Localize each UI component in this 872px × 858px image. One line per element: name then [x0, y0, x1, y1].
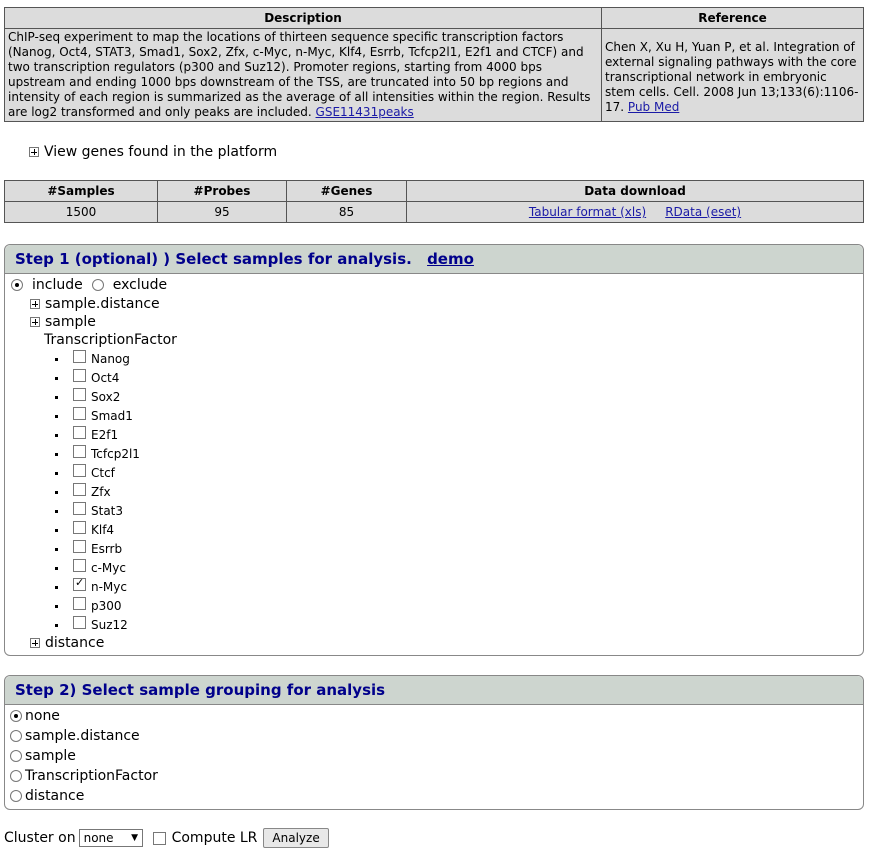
bullet-icon	[55, 510, 58, 513]
view-genes-toggle[interactable]	[29, 144, 277, 160]
compute-lr-checkbox[interactable]	[153, 832, 166, 845]
bullet-icon	[55, 453, 58, 456]
tf-item-n-myc	[55, 580, 127, 594]
tf-label: Sox2	[91, 390, 121, 404]
tf-item-klf4	[55, 523, 114, 537]
download-rdata-link[interactable]: RData (eset)	[665, 205, 742, 219]
bullet-icon	[55, 434, 58, 437]
reference-text: Chen X, Xu H, Yuan P, et al. Integration of external signaling pathways with the core transcriptional network in embryonic stem cells. Cell. 2008 Jun 13;133(6):1106-17.	[605, 40, 859, 114]
tf-checkbox[interactable]	[73, 521, 86, 534]
samples-header: #Samples	[5, 181, 158, 202]
cluster-select[interactable]	[79, 829, 143, 847]
exclude-label: exclude	[112, 277, 168, 293]
tf-label: E2f1	[91, 428, 119, 442]
tf-checkbox[interactable]	[73, 350, 86, 363]
expand-icon[interactable]	[30, 317, 40, 327]
bullet-icon	[55, 529, 58, 532]
bullet-icon	[55, 548, 58, 551]
download-header: Data download	[407, 181, 864, 202]
bullet-icon	[55, 472, 58, 475]
include-exclude-row	[11, 277, 167, 293]
tree-sample[interactable]	[30, 314, 96, 330]
tf-item-ctcf	[55, 466, 115, 480]
tf-label: Suz12	[91, 618, 128, 632]
compute-lr-label: Compute LR	[171, 830, 258, 846]
grouping-radio[interactable]	[10, 770, 22, 782]
bullet-icon	[55, 605, 58, 608]
expand-icon[interactable]	[29, 147, 39, 157]
grouping-label: TranscriptionFactor	[25, 768, 158, 784]
step2-panel	[4, 675, 864, 810]
tf-label: c-Myc	[91, 561, 126, 575]
tf-checkbox[interactable]	[73, 464, 86, 477]
cluster-select-value: none	[83, 831, 114, 845]
step2-title: Step 2) Select sample grouping for analysis	[15, 681, 386, 699]
include-radio[interactable]	[11, 279, 23, 291]
grouping-label: sample	[25, 748, 76, 764]
tf-label: Oct4	[91, 371, 120, 385]
tf-label: Zfx	[91, 485, 111, 499]
tf-checkbox[interactable]	[73, 426, 86, 439]
bullet-icon	[55, 491, 58, 494]
stats-table	[4, 180, 864, 223]
bullet-icon	[55, 396, 58, 399]
download-xls-link[interactable]: Tabular format (xls)	[528, 205, 647, 219]
tree-distance[interactable]	[30, 635, 104, 651]
tf-item-oct4	[55, 371, 119, 385]
bullet-icon	[55, 586, 58, 589]
bullet-icon	[55, 567, 58, 570]
tf-label: p300	[91, 599, 122, 613]
grouping-label: distance	[25, 788, 85, 804]
samples-count: 1500	[5, 202, 158, 223]
expand-icon[interactable]	[30, 299, 40, 309]
tf-checkbox[interactable]	[73, 388, 86, 401]
tf-label: Tcfcp2l1	[91, 447, 140, 461]
tf-item-esrrb	[55, 542, 122, 556]
demo-link[interactable]: demo	[427, 250, 474, 268]
reference-header: Reference	[602, 8, 864, 29]
pubmed-link[interactable]: Pub Med	[627, 100, 680, 114]
tf-item-smad1	[55, 409, 133, 423]
exclude-radio[interactable]	[92, 279, 104, 291]
tf-item-nanog	[55, 352, 130, 366]
step1-title: Step 1 (optional) ) Select samples for analysis.	[15, 250, 412, 268]
grouping-radio[interactable]	[10, 730, 22, 742]
description-cell	[5, 29, 602, 122]
tree-sample-distance[interactable]	[30, 296, 160, 312]
tf-checkbox[interactable]	[73, 483, 86, 496]
tree-sample-distance-label: sample.distance	[45, 296, 160, 312]
cluster-label: Cluster on	[4, 830, 76, 846]
analysis-controls	[4, 828, 329, 848]
bullet-icon	[55, 358, 58, 361]
tf-label: Klf4	[91, 523, 115, 537]
tf-item-zfx	[55, 485, 111, 499]
genes-count: 85	[287, 202, 407, 223]
description-header: Description	[5, 8, 602, 29]
bullet-icon	[55, 415, 58, 418]
tf-checkbox[interactable]	[73, 616, 86, 629]
bullet-icon	[55, 377, 58, 380]
grouping-radio[interactable]	[10, 790, 22, 802]
tf-item-tcfcp2l1	[55, 447, 140, 461]
grouping-option-sample[interactable]	[10, 748, 76, 764]
tf-item-c-myc	[55, 561, 126, 575]
tf-checkbox[interactable]	[73, 540, 86, 553]
tf-item-stat3	[55, 504, 123, 518]
tree-transcription-factor-label: TranscriptionFactor	[44, 332, 177, 348]
probes-header: #Probes	[158, 181, 287, 202]
analyze-button[interactable]: Analyze	[263, 828, 328, 848]
download-cell	[407, 202, 864, 223]
tf-checkbox[interactable]	[73, 502, 86, 515]
tf-label: Esrrb	[91, 542, 123, 556]
chevron-down-icon: ▼	[131, 833, 139, 843]
grouping-radio[interactable]	[10, 710, 22, 722]
reference-cell	[602, 29, 864, 122]
tf-label: Nanog	[91, 352, 130, 366]
step2-header	[5, 676, 863, 705]
tf-item-suz12	[55, 618, 128, 632]
tf-label: n-Myc	[91, 580, 127, 594]
include-label: include	[32, 277, 83, 293]
tf-item-p300	[55, 599, 122, 613]
grouping-option-distance[interactable]	[10, 788, 84, 804]
tf-checkbox[interactable]	[73, 369, 86, 382]
tf-checkbox[interactable]	[73, 559, 86, 572]
description-text: ChIP-seq experiment to map the locations of thirteen sequence specific transcription factors (Nanog, Oct4, STAT3, Smad1, Sox2, Zfx, c-Myc, n-Myc, Klf4, Esrrb, Tcfcp2l1, E2f1 and CTCF) and two transcription regulators (p300 and Suz12). Promoter regions, starting from 4000 bps upstream and ending 1000 bps downstream of the TSS, are truncated into 50 bp regions and intensity of each region is summarized as the average of all intensities within the region. Results are log2 transformed and only peaks are included.	[8, 30, 591, 119]
tf-checkbox[interactable]	[73, 445, 86, 458]
tf-checkbox[interactable]	[73, 578, 86, 591]
grouping-option-transcriptionfactor[interactable]	[10, 768, 158, 784]
tf-item-e2f1	[55, 428, 118, 442]
tree-transcription-factor	[44, 332, 177, 348]
step1-panel	[4, 244, 864, 656]
view-genes-label: View genes found in the platform	[44, 144, 278, 160]
tf-label: Smad1	[91, 409, 133, 423]
tf-label: Ctcf	[91, 466, 115, 480]
bullet-icon	[55, 624, 58, 627]
grouping-label: sample.distance	[25, 728, 140, 744]
grouping-label: none	[25, 708, 60, 724]
tf-item-sox2	[55, 390, 120, 404]
probes-count: 95	[158, 202, 287, 223]
grouping-radio[interactable]	[10, 750, 22, 762]
tf-checkbox[interactable]	[73, 597, 86, 610]
tree-distance-label: distance	[45, 635, 105, 651]
dataset-info-table	[4, 7, 864, 122]
tf-label: Stat3	[91, 504, 124, 518]
genes-header: #Genes	[287, 181, 407, 202]
grouping-option-none[interactable]	[10, 708, 60, 724]
grouping-option-sample-distance[interactable]	[10, 728, 140, 744]
tree-sample-label: sample	[45, 314, 96, 330]
gse-link[interactable]: GSE11431peaks	[315, 105, 414, 119]
step1-header	[5, 245, 863, 274]
tf-checkbox[interactable]	[73, 407, 86, 420]
expand-icon[interactable]	[30, 638, 40, 648]
